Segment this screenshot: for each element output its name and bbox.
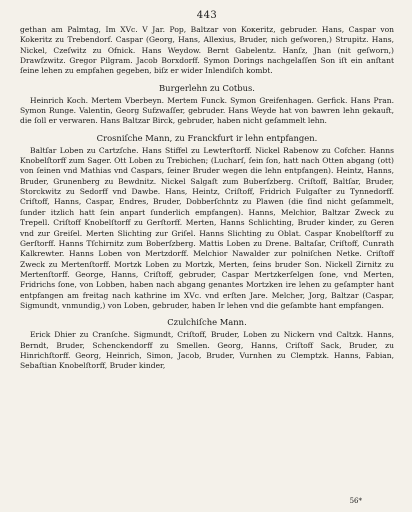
signature-mark: 56* (349, 497, 362, 505)
paragraph-burgerlehn: Heinrich Koch. Mertem Vberbeyn. Mertem Funck. Symon Greifenhagen. Gerfick. Hans Pran. Symon Runge. Valentin, Georg Sufzwaſſer, gebruder. Hans Weyde hat von bawren lehn gekauft, die ſoll er verwaren. Hans Baltzar Birck, gebruder, haben nicht geſammelt lehn. (20, 95, 394, 126)
paragraph-czulchische: Erick Dhier zu Cranſche. Sigmundt, Criſtoff, Bruder, Loben zu Nickern vnd Caltzk. Hanns, Berndt, Bruder, Schenckendorff zu Smellen. Georg, Hanns, Criſtoff Sack, Bruder, zu Hinrichſtorff. Georg, Heinrich, Simon, Jacob, Bruder, Vurnhen zu Clemptzk. Hanns, Fabian, Sebaſtian Knobelſtorff, Bruder kinder, (20, 330, 394, 371)
paragraph-crosnische: Baltſar Loben zu Cartzſche. Hans Stiffel zu Lewterſtorff. Nickel Rabenow zu Cofcher. Hanns Knobelſtorff zum Sager. Ott Loben zu Trebichen; (Lucharſ, ſein ſon, hatt nach Otten abgang (ott) von ſeinen vnd Mathias vnd Caspars, ſeiner Bruder wegen die lehn entpfangen). Heintz, Hanns, Bruder, Grunenberg zu Bewdnitz. Nickel Salgaſt zum Buberſzberg. Criſtoff, Baltſar, Bruder, Storckwitz zu Sedorff vnd Dawbe. Hans, Heintz, Criſtoff, Fridrich Fulgaſter zu Tynnedorff. Criſtoff, Hanns, Caspar, Endres, Bruder, Dobberſchntz zu Plawen (die ſind nicht geſammelt, ſunder itzlich hatt ſein anpart ſunderlich empfangen). Hanns, Melchior, Baltzar Zweck zu Trepell. Criſtoff Knobelſtorff zu Gerſtorff. Merten, Hanns Schlichting, Bruder kinder, zu Geren vnd zur Greiſel. Merten Slichting zur Griſel. Hanns Slichting zu Oblat. Caspar Knobelſtorff zu Gerſtorff. Hanns Tſchirnitz zum Boberſzberg. Mattis Loben zu Drene. Baltaſar, Criſtoff, Cunrath Kalkrewter. Hanns Loben von Mertzdorff. Melchior Nawalder zur polniſchen Netke. Criſtoff Zweck zu Mertenſtorff. Mortzk Loben zu Mortzk, Merten, ſeins bruder Son. Nickell Zirnitz zu Mertenſtorff. George, Hanns, Criſtoff, gebruder, Caspar Mertzkerſelgen ſone, vnd Merten, Fridrichs ſone, von Lobben, haben nach abgang genantes Mortzken ire lehen zu geſampter hant entpfangen am freitag nach kathrine im XVc. vnd erſten Jare. Melcher, Jorg, Baltzar (Caspar, Sigmundt, vnmundig,) von Loben, gebruder, haben Ir lehen vnd die geſambte hant empfangen. (20, 145, 394, 310)
section-heading-czulchische: Czulchiſche Mann. (167, 317, 247, 328)
page-number: 443 (196, 10, 218, 21)
section-heading-crosnische: Crosniſche Mann, zu Franckfurt ir lehn entpfangen. (96, 132, 318, 143)
paragraph-continuation: gethan am Palmtag, Im XVc. V Jar. Pop, Baltzar von Koкeritz, gebruder. Hans, Caspar von Kokeritz zu Trebendorf. Caspar (Georg, Hans, Allexius, Bruder, nich geſworen,) Strupitz. Hans, Nickel, Czeſwitz zu Ofnick. Hans Weydow. Bernt Gabelentz. Hanſz, Jhan (nit geſworn,) Drawſzwitz. Gregor Pilgram. Jacob Borxdorff. Symon Dorings nachgelaſſen Son iſt ein anſtant ſeine lehen zu empfahen gegeben, biſz er wider Inlendiſch kombt. (20, 25, 394, 76)
section-heading-burgerlehn: Burgerlehn zu Cotbus. (159, 82, 255, 93)
